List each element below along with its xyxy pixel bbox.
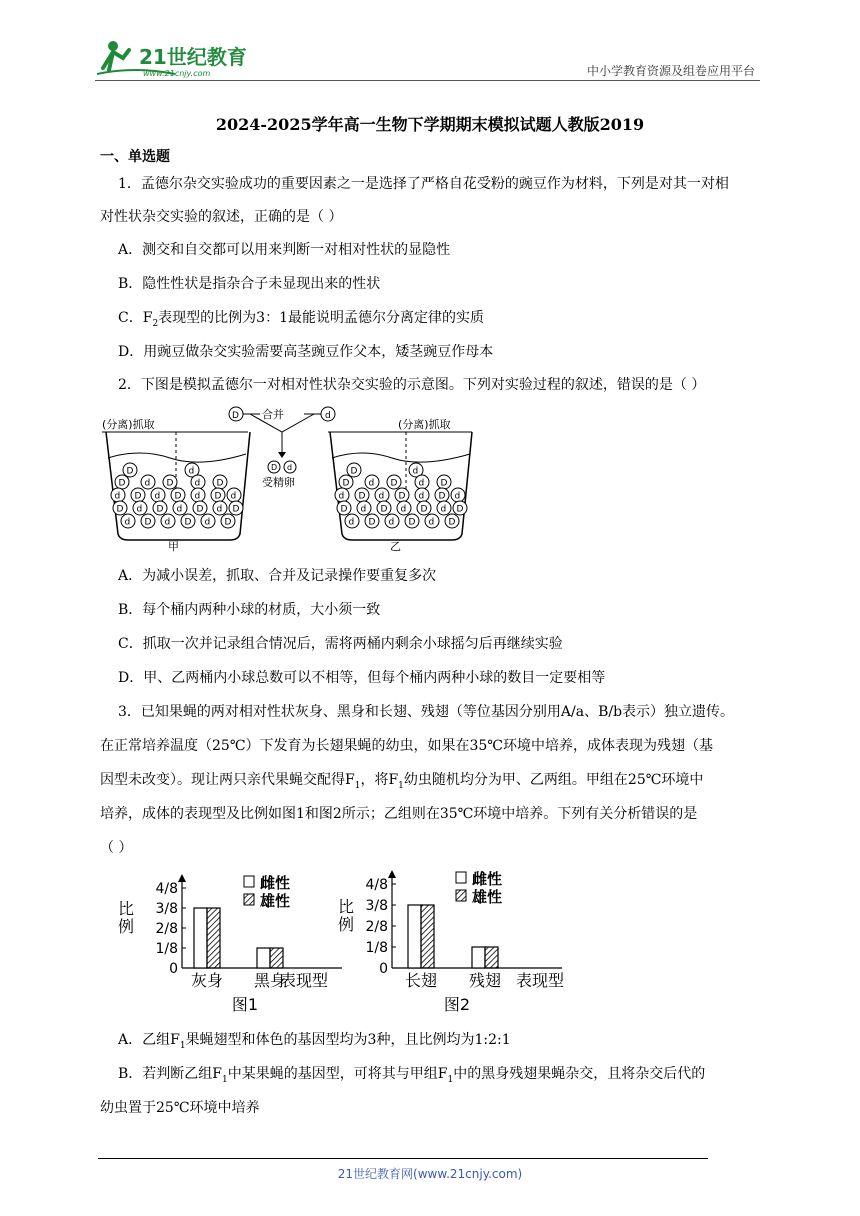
ball-label: d [454, 491, 461, 502]
svg-text:D: D [271, 463, 278, 472]
ball-label: d [428, 517, 435, 528]
ball-label: D [390, 478, 398, 489]
q1-option-b: B．隐性性状是指杂合子未显现出来的性状 [118, 276, 381, 292]
ball-label: d [204, 517, 211, 528]
legend-swatch [244, 876, 254, 887]
bar-雌性 [408, 905, 421, 968]
q1-stem-line2: 对性状杂交实验的叙述，正确的是（ ） [100, 209, 343, 225]
ball-label: d [114, 491, 121, 502]
ball-label: d [418, 478, 425, 489]
ball-label: D [144, 517, 152, 528]
legend-label: 雌性 [472, 870, 503, 888]
y-axis-label: 比例 [338, 897, 355, 934]
y-tick-label: 4/8 [365, 877, 388, 893]
legend-label: 雄性 [472, 888, 503, 906]
ball-label: D [380, 504, 388, 515]
ball-label: d [378, 491, 385, 502]
q3-option-a: A．乙组$F_1$果蝇翅型和体色的基因型均为3种，且比例均为1:2:1 [118, 1032, 511, 1051]
ball-label: d [338, 491, 345, 502]
zygote-label: 受精卵 [262, 476, 295, 489]
footer-divider [98, 1158, 708, 1159]
platform-name: 中小学教育资源及组卷应用平台 [586, 64, 755, 78]
ball-label: d [440, 504, 447, 515]
y-tick-label: 2/8 [155, 921, 178, 937]
q2-stem: 2．下图是模拟孟德尔一对相对性状杂交实验的示意图。下列对实验过程的叙述，错误的是（ ） [118, 377, 706, 393]
q1-option-c: C．$F_2$表现型的比例为3：1最能说明孟德尔分离定律的实质 [118, 310, 484, 329]
logo-text: 21世纪教育 [139, 45, 247, 69]
y-tick-label: 4/8 [155, 881, 178, 897]
header-divider [95, 80, 760, 81]
ball-label: D [196, 504, 204, 515]
q2-option-d: D．甲、乙两桶内小球总数可以不相等，但每个桶内两种小球的数目一定要相等 [118, 670, 606, 686]
ball-label: d [194, 478, 201, 489]
balls-left [111, 463, 243, 528]
ball-label: d [144, 478, 151, 489]
ball-label: d [124, 517, 131, 528]
ball-label: D [440, 478, 448, 489]
ball-label: d [388, 517, 395, 528]
q2-option-b: B．每个桶内两种小球的材质，大小须一致 [118, 602, 381, 618]
chart-title: 图1 [231, 995, 259, 1014]
y-tick-label: 0 [379, 961, 388, 977]
ball-label: d [348, 517, 355, 528]
y-tick-label: 1/8 [155, 941, 178, 957]
section-heading: 一、单选题 [100, 149, 170, 165]
bar-雄性 [485, 947, 498, 968]
y-tick-label: 3/8 [155, 901, 178, 917]
q3-stem-line4: 培养，成体的表现型及比例如图1和图2所示；乙组则在35℃环境中培养。下列有关分析错误的是 [100, 806, 698, 822]
x-axis-label: 表现型 [280, 971, 329, 990]
x-tick-label: 残翅 [468, 971, 502, 990]
y-tick-label: 0 [169, 961, 178, 977]
q3-option-b: B．若判断乙组$F_1$中某果蝇的基因型，可将其与甲组$F_1$中的黑身残翅果蝇杂交，且将杂交后代的 [118, 1066, 706, 1085]
ball-label: D [340, 504, 348, 515]
ball-label: d [164, 517, 171, 528]
ball-label: d [412, 466, 419, 477]
ball-label: D [214, 491, 222, 502]
y-axis-label: 比例 [118, 899, 135, 936]
site-logo [95, 38, 255, 80]
ball-label: D [350, 466, 358, 477]
ball-label: d [176, 504, 183, 515]
ball-label: D [174, 491, 182, 502]
right-grab-label: (分离)抓取 [398, 418, 451, 431]
ball-label: D [118, 478, 126, 489]
ball-label: D [398, 491, 406, 502]
ball-label: D [342, 478, 350, 489]
merge-label: 合并 [262, 408, 284, 421]
x-axis-label: 表现型 [516, 971, 565, 990]
ball-label: D [448, 517, 456, 528]
y-tick-label: 1/8 [365, 940, 388, 956]
svg-text:d: d [287, 463, 293, 472]
ball-label: d [418, 491, 425, 502]
legend-swatch [456, 890, 466, 901]
q1-option-d: D．用豌豆做杂交实验需要高茎豌豆作父本，矮茎豌豆作母本 [118, 344, 494, 360]
chart-title: 图2 [443, 995, 471, 1014]
legend-label: 雌性 [260, 874, 291, 892]
ball-label: d [188, 466, 195, 477]
footer-text: 21世纪教育网(www.21cnjy.com) [337, 1167, 523, 1181]
ball-label: d [400, 504, 407, 515]
ball-label: D [408, 517, 416, 528]
ball-label: d [360, 504, 367, 515]
ball-label: d [230, 491, 237, 502]
legend-swatch [456, 872, 466, 883]
ball-label: D [438, 491, 446, 502]
ball-label: d [216, 504, 223, 515]
left-grab-label: (分离)抓取 [102, 418, 155, 431]
paper-title: 2024-2025学年高一生物下学期期末模拟试题人教版2019 [215, 115, 645, 134]
ball-label: D [126, 466, 134, 477]
bar-雌性 [194, 908, 207, 968]
balls-right [335, 463, 467, 528]
x-tick-label: 黑身 [253, 971, 287, 990]
ball-label: d [154, 491, 161, 502]
ball-label: D [166, 478, 174, 489]
svg-text:d: d [325, 411, 331, 421]
x-tick-label: 长翅 [404, 971, 438, 990]
ball-label: d [194, 491, 201, 502]
q3-stem-line5: （ ） [100, 840, 133, 856]
q2-figure [100, 400, 480, 552]
q3-stem-line2: 在正常培养温度（25℃）下发育为长翅果蝇的幼虫，如果在35℃环境中培养，成体表现为残翅（基 [100, 738, 713, 754]
bar-雄性 [207, 908, 220, 968]
bucket-right-label: 乙 [390, 540, 401, 552]
legend-label: 雄性 [260, 892, 291, 910]
ball-label: D [368, 517, 376, 528]
ball-label: d [368, 478, 375, 489]
bar-雄性 [421, 905, 434, 968]
ball-label: D [116, 504, 124, 515]
ball-label: D [224, 517, 232, 528]
ball-label: D [456, 504, 464, 515]
q1-option-a: A．测交和自交都可以用来判断一对相对性状的显隐性 [118, 242, 451, 258]
ball-label: D [134, 491, 142, 502]
ball-label: d [136, 504, 143, 515]
q3-stem-line3: 因型未改变）。现让两只亲代果蝇交配得$F_1$，将$F_1$幼虫随机均分为甲、乙两组。甲组在25℃环境中 [100, 772, 704, 791]
svg-text:D: D [232, 411, 239, 421]
ball-label: D [156, 504, 164, 515]
ball-label: D [184, 517, 192, 528]
bar-雌性 [472, 947, 485, 968]
y-tick-label: 3/8 [365, 898, 388, 914]
q3-option-b-line2: 幼虫置于25℃环境中培养 [100, 1100, 260, 1116]
ball-label: D [232, 504, 240, 515]
logo-url: www.21cnjy.com [143, 69, 211, 78]
x-tick-label: 灰身 [190, 971, 224, 990]
q3-stem-line1: 3．已知果蝇的两对相对性状灰身、黑身和长翅、残翅（等位基因分别用A/a、B/b表示）独立遗传。 [118, 704, 735, 720]
q1-stem-line1: 1．孟德尔杂交实验成功的重要因素之一是选择了严格自花受粉的豌豆作为材料，下列是对其一对相 [118, 176, 729, 192]
q2-option-a: A．为减小误差，抓取、合并及记录操作要重复多次 [118, 568, 437, 584]
q2-option-c: C．抓取一次并记录组合情况后，需将两桶内剩余小球摇匀后再继续实验 [118, 636, 563, 652]
bar-雌性 [257, 948, 270, 968]
chart-figure-2 [324, 862, 604, 1018]
y-tick-label: 2/8 [365, 919, 388, 935]
legend-swatch [244, 894, 254, 905]
bucket-left-label: 甲 [168, 540, 179, 552]
ball-label: D [420, 504, 428, 515]
bar-雄性 [270, 948, 283, 968]
ball-label: D [216, 478, 224, 489]
ball-label: D [358, 491, 366, 502]
